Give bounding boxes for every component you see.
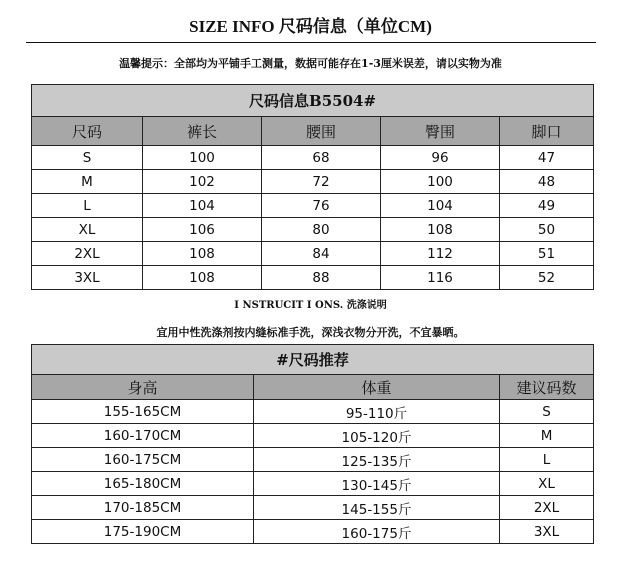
table-cell: 68 xyxy=(262,146,381,170)
column-header: 脚口 xyxy=(500,117,594,146)
table-cell: 175-190CM xyxy=(32,520,254,544)
table-row xyxy=(32,496,594,520)
column-header: 裤长 xyxy=(143,117,262,146)
table-cell: 52 xyxy=(500,266,594,290)
column-header: 臀围 xyxy=(381,117,500,146)
table-cell: 76 xyxy=(262,194,381,218)
table-row xyxy=(32,218,594,242)
size-table-caption: 尺码信息B5504# xyxy=(32,85,594,117)
size-table-caption-row xyxy=(32,85,594,117)
table-cell: 102 xyxy=(143,170,262,194)
table-cell: 116 xyxy=(381,266,500,290)
table-row xyxy=(32,400,594,424)
table-cell: 2XL xyxy=(32,242,143,266)
table-row xyxy=(32,472,594,496)
table-cell: 160-175斤 xyxy=(254,520,500,544)
table-cell: 48 xyxy=(500,170,594,194)
table-cell: 50 xyxy=(500,218,594,242)
table-cell: S xyxy=(32,146,143,170)
table-cell: 47 xyxy=(500,146,594,170)
instructions-heading: I NSTRUCIT I ONS. 洗涤说明 xyxy=(234,300,387,311)
table-cell: 160-175CM xyxy=(32,448,254,472)
table-cell: 49 xyxy=(500,194,594,218)
table-cell: 108 xyxy=(381,218,500,242)
table-row xyxy=(32,170,594,194)
table-cell: S xyxy=(500,400,594,424)
table-cell: 165-180CM xyxy=(32,472,254,496)
table-cell: L xyxy=(500,448,594,472)
table-cell: XL xyxy=(32,218,143,242)
rec-table-header-row xyxy=(32,375,594,400)
table-cell: 88 xyxy=(262,266,381,290)
table-cell: 2XL xyxy=(500,496,594,520)
table-cell: 108 xyxy=(143,266,262,290)
measurement-tip: 温馨提示：全部均为平铺手工测量，数据可能存在1-3厘米误差，请以实物为准 xyxy=(119,57,502,70)
table-row xyxy=(32,242,594,266)
table-cell: 108 xyxy=(143,242,262,266)
table-cell: 95-110斤 xyxy=(254,400,500,424)
table-cell: 155-165CM xyxy=(32,400,254,424)
table-cell: 3XL xyxy=(32,266,143,290)
table-cell: 100 xyxy=(143,146,262,170)
table-cell: 96 xyxy=(381,146,500,170)
table-cell: 100 xyxy=(381,170,500,194)
washing-instructions: 宜用中性洗涤剂按内缝标准手洗，深浅衣物分开洗，不宜暴晒。 xyxy=(156,326,465,339)
size-info-table xyxy=(31,84,594,290)
table-cell: L xyxy=(32,194,143,218)
table-row xyxy=(32,146,594,170)
table-cell: 170-185CM xyxy=(32,496,254,520)
table-row xyxy=(32,448,594,472)
table-cell: 130-145斤 xyxy=(254,472,500,496)
table-cell: 104 xyxy=(143,194,262,218)
table-cell: 160-170CM xyxy=(32,424,254,448)
table-cell: 112 xyxy=(381,242,500,266)
title-divider xyxy=(26,42,596,43)
column-header: 身高 xyxy=(32,375,254,400)
table-cell: 125-135斤 xyxy=(254,448,500,472)
table-cell: 84 xyxy=(262,242,381,266)
size-table-header-row xyxy=(32,117,594,146)
rec-table-caption-row xyxy=(32,345,594,375)
table-row xyxy=(32,194,594,218)
table-cell: 104 xyxy=(381,194,500,218)
table-row xyxy=(32,266,594,290)
rec-table-caption: #尺码推荐 xyxy=(32,345,594,375)
table-cell: 145-155斤 xyxy=(254,496,500,520)
table-cell: XL xyxy=(500,472,594,496)
table-cell: M xyxy=(32,170,143,194)
column-header: 体重 xyxy=(254,375,500,400)
column-header: 建议码数 xyxy=(500,375,594,400)
table-row xyxy=(32,424,594,448)
table-cell: 80 xyxy=(262,218,381,242)
table-cell: 51 xyxy=(500,242,594,266)
column-header: 尺码 xyxy=(32,117,143,146)
table-cell: 105-120斤 xyxy=(254,424,500,448)
table-row xyxy=(32,520,594,544)
table-cell: 106 xyxy=(143,218,262,242)
table-cell: M xyxy=(500,424,594,448)
table-cell: 72 xyxy=(262,170,381,194)
column-header: 腰围 xyxy=(262,117,381,146)
size-recommendation-table xyxy=(31,344,594,544)
table-cell: 3XL xyxy=(500,520,594,544)
page-title: SIZE INFO 尺码信息（单位CM) xyxy=(189,17,432,36)
